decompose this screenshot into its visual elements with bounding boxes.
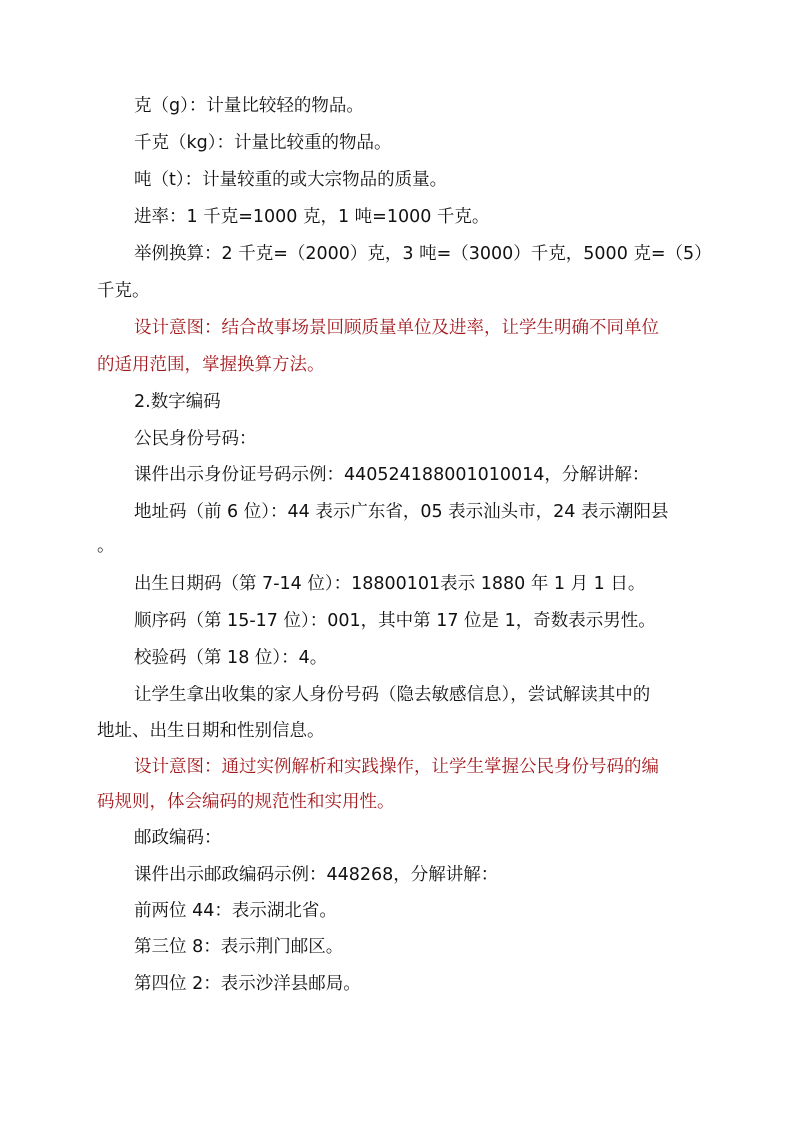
- text-line: 前两位 44：表示湖北省。: [134, 901, 337, 921]
- text-line: 进率：1 千克=1000 克，1 吨=1000 千克。: [134, 207, 490, 227]
- text-line: 千克（kg）：计量比较重的物品。: [134, 133, 392, 153]
- text-line: 校验码（第 18 位）：4。: [134, 648, 328, 668]
- text-line: 地址、出生日期和性别信息。: [97, 721, 325, 741]
- design-intent-line: 设计意图：通过实例解析和实践操作，让学生掌握公民身份号码的编: [134, 757, 659, 777]
- text-line: 。: [97, 536, 115, 556]
- text-line: 让学生拿出收集的家人身份号码（隐去敏感信息），尝试解读其中的: [134, 685, 651, 705]
- text-line: 第三位 8：表示荆门邮区。: [134, 937, 344, 957]
- text-line: 出生日期码（第 7-14 位）：18800101表示 1880 年 1 月 1 日。: [134, 574, 646, 594]
- text-line: 课件出示身份证号码示例：440524188001010014，分解讲解：: [134, 465, 650, 485]
- design-intent-line: 的适用范围，掌握换算方法。: [97, 355, 325, 375]
- text-line: 邮政编码：: [134, 828, 222, 848]
- design-intent-line: 设计意图：结合故事场景回顾质量单位及进率，让学生明确不同单位: [134, 318, 659, 338]
- text-line: 第四位 2：表示沙洋县邮局。: [134, 974, 361, 994]
- text-line: 克（g）：计量比较轻的物品。: [134, 96, 364, 116]
- text-line: 课件出示邮政编码示例：448268，分解讲解：: [134, 865, 499, 885]
- text-line: 顺序码（第 15-17 位）：001，其中第 17 位是 1，奇数表示男性。: [134, 611, 656, 631]
- design-intent-line: 码规则，体会编码的规范性和实用性。: [97, 792, 395, 812]
- section-heading: 2.数字编码: [134, 392, 221, 412]
- text-line: 举例换算：2 千克=（2000）克，3 吨=（3000）千克，5000 克=（5）: [134, 244, 712, 264]
- text-line: 地址码（前 6 位）：44 表示广东省，05 表示汕头市，24 表示潮阳县: [134, 502, 669, 522]
- text-line: 公民身份号码：: [134, 429, 257, 449]
- text-line: 千克。: [97, 281, 150, 301]
- text-line: 吨（t）：计量较重的或大宗物品的质量。: [134, 170, 448, 190]
